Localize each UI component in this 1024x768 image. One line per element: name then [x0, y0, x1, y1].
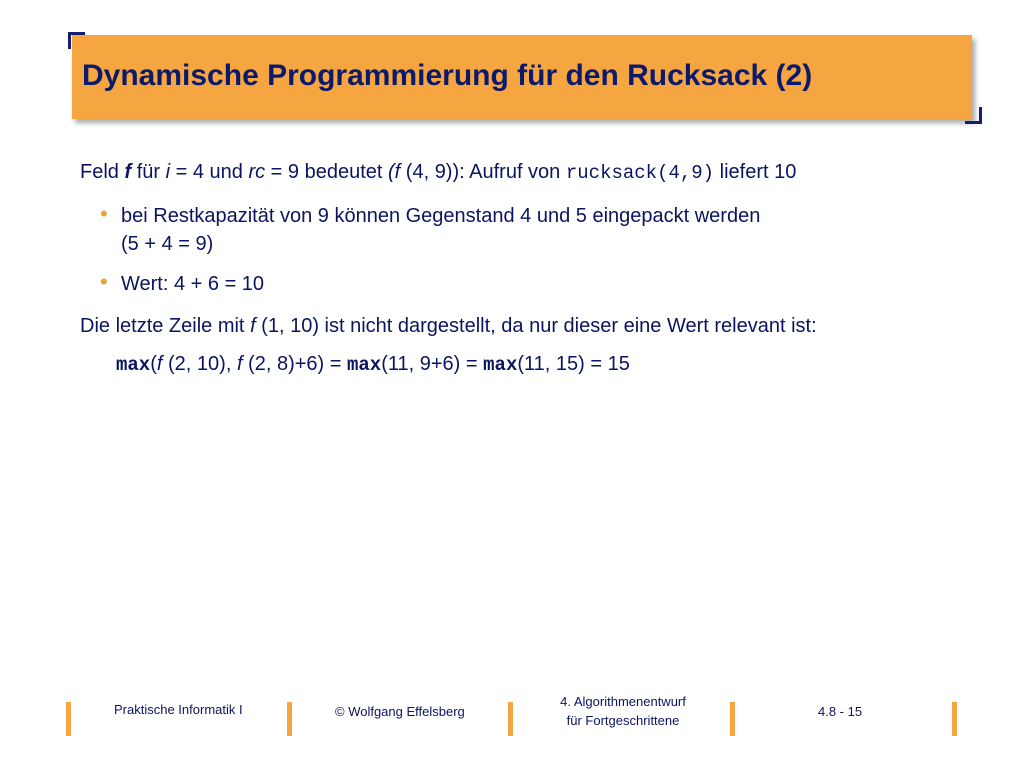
footer-separator	[508, 702, 513, 736]
func-max: max	[483, 354, 518, 376]
var-f: (f	[388, 161, 401, 183]
text: für	[131, 161, 166, 183]
bullet-icon: •	[100, 269, 108, 294]
var-i: i	[165, 161, 171, 183]
text: (11, 9+6) =	[381, 353, 484, 375]
text: Die letzte Zeile mit	[80, 315, 251, 337]
footer-separator	[952, 702, 957, 736]
bullet-item-1	[121, 202, 760, 258]
var-rc: rc	[248, 161, 266, 183]
bullet-line: bei Restkapazität von 9 können Gegenstand 4 und 5 eingepackt werden	[121, 205, 761, 227]
var-f: f	[156, 353, 163, 375]
footer-course: Praktische Informatik I	[114, 702, 243, 717]
footer-separator	[66, 702, 71, 736]
bullet-item-2	[121, 270, 264, 298]
text: = 4 und	[170, 161, 249, 183]
footer-page-number: 4.8 - 15	[818, 704, 863, 719]
text: = 9 bedeutet	[265, 161, 389, 183]
code-call: rucksack(4,9)	[565, 162, 715, 184]
paragraph-feld	[80, 158, 796, 187]
title-frame	[68, 32, 982, 124]
formula-max	[116, 350, 630, 379]
footer-separator	[287, 702, 292, 736]
text: (	[150, 353, 157, 375]
text: (1, 10) ist nicht dargestellt, da nur dieser eine Wert relevant ist:	[255, 315, 817, 337]
footer	[0, 690, 1024, 740]
text: (2, 10),	[162, 353, 237, 375]
var-f: f	[250, 315, 256, 337]
paragraph-letzte-zeile	[80, 312, 817, 340]
var-f: f	[236, 353, 243, 375]
corner-bracket-bottom-right	[965, 107, 982, 124]
footer-separator	[730, 702, 735, 736]
text: Feld	[80, 161, 125, 183]
footer-chapter	[548, 694, 698, 728]
bullet-line: Wert: 4 + 6 = 10	[121, 273, 265, 295]
bullet-icon: •	[100, 201, 108, 226]
footer-chapter-line: 4. Algorithmenentwurf	[560, 694, 686, 709]
bullet-line: (5 + 4 = 9)	[121, 233, 214, 255]
footer-author: © Wolfgang Effelsberg	[335, 704, 465, 719]
title-bar	[72, 35, 972, 119]
text: (4, 9)): Aufruf von	[400, 161, 566, 183]
footer-chapter-line: für Fortgeschrittene	[566, 713, 680, 728]
func-max: max	[347, 354, 382, 376]
text: (11, 15) = 15	[517, 353, 630, 375]
text: (2, 8)+6) =	[242, 353, 347, 375]
func-max: max	[116, 354, 151, 376]
var-f: f	[124, 161, 132, 183]
slide-title: Dynamische Programmierung für den Rucksack (2)	[82, 59, 813, 92]
text: liefert 10	[714, 161, 797, 183]
